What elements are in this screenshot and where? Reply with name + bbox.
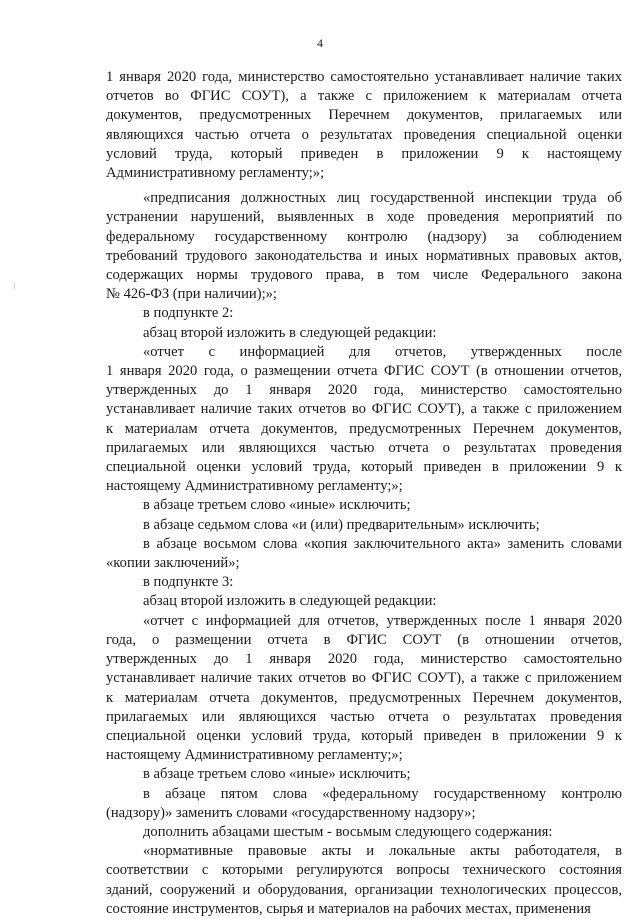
- text-line: «отчет с информацией для отчетов, утвержденных после 1 января 2020: [143, 612, 622, 629]
- text-line: в абзаце седьмом слова «и (или) предварительным» исключить;: [143, 516, 540, 533]
- text-line: «копии заключений»;: [106, 555, 240, 572]
- text-line: утвержденных до 1 января 2020 года, министерство самостоятельно: [106, 651, 622, 668]
- text-line: состояние инструментов, сырья и материалов на рабочих местах, применения: [106, 900, 591, 917]
- text-line: отчетов во ФГИС СОУТ), а также с приложением к материалам отчета: [106, 88, 622, 105]
- text-line: прилагаемых или являющихся частью отчета о результатах проведения: [106, 439, 622, 456]
- text-line: Административному регламенту;»;: [106, 165, 325, 182]
- text-line: «отчет с информацией для отчетов, утвержденных после: [143, 343, 622, 360]
- text-line: устранении нарушений, выявленных в ходе проведения мероприятий по: [106, 209, 622, 226]
- text-line: в абзаце пятом слова «федеральному государственному контролю: [143, 785, 622, 802]
- margin-mark: [14, 283, 15, 289]
- text-line: соответствии с которыми регулируются вопросы технического состояния: [106, 862, 622, 879]
- text-line: абзац второй изложить в следующей редакции:: [143, 593, 437, 610]
- text-line: года, о размещении отчета в ФГИС СОУТ (в отношении отчетов,: [106, 631, 622, 648]
- text-line: федеральному государственному контролю (надзору) за соблюдением: [106, 228, 622, 245]
- text-line: являющихся частью отчета о результатах проведения специальной оценки: [106, 126, 622, 143]
- page-number: 4: [317, 36, 323, 50]
- text-line: дополнить абзацами шестым - восьмым следующего содержания:: [143, 823, 553, 840]
- text-line: в абзаце третьем слово «иные» исключить;: [143, 497, 411, 514]
- text-line: зданий, сооружений и оборудования, организации технологических процессов,: [106, 881, 622, 898]
- text-line: настоящему Административному регламенту;»;: [106, 747, 403, 764]
- text-line: содержащих нормы трудового права, в том числе Федерального закона: [106, 267, 622, 284]
- text-line: устанавливает наличие таких отчетов во ФГИС СОУТ), а также с приложением: [106, 670, 622, 687]
- text-line: в подпункте 3:: [143, 574, 234, 591]
- text-line: к материалам отчета документов, предусмотренных Перечнем документов,: [106, 420, 622, 437]
- text-line: условий труда, который приведен в приложении 9 к настоящему: [106, 145, 622, 162]
- text-line: абзац второй изложить в следующей редакции:: [143, 324, 437, 341]
- text-line: 1 января 2020 года, о размещении отчета ФГИС СОУТ (в отношении отчетов,: [106, 363, 622, 380]
- text-line: 1 января 2020 года, министерство самостоятельно устанавливает наличие таких: [106, 69, 622, 85]
- text-line: «предписания должностных лиц государственной инспекции труда об: [143, 190, 622, 207]
- text-line: в абзаце третьем слово «иные» исключить;: [143, 766, 411, 783]
- text-line: документов, предусмотренных Перечнем документов, прилагаемых или: [106, 107, 622, 124]
- text-line: «нормативные правовые акты и локальные акты работодателя, в: [143, 843, 622, 860]
- text-line: утвержденных до 1 января 2020 года, министерство самостоятельно: [106, 382, 622, 399]
- text-line: специальной оценки условий труда, который приведен в приложении 9 к: [106, 727, 622, 744]
- document-body: [106, 68, 622, 919]
- text-line: прилагаемых или являющихся частью отчета о результатах проведения: [106, 708, 622, 725]
- text-line: устанавливает наличие таких отчетов во ФГИС СОУТ), а также с приложением: [106, 401, 622, 418]
- text-line: в абзаце восьмом слова «копия заключительного акта» заменить словами: [143, 535, 622, 552]
- text-line: в подпункте 2:: [143, 305, 234, 322]
- text-line: к материалам отчета документов, предусмотренных Перечнем документов,: [106, 689, 622, 706]
- text-line: № 426-ФЗ (при наличии);»;: [106, 286, 277, 303]
- text-line: требований трудового законодательства и иных нормативных правовых актов,: [106, 247, 622, 264]
- text-line: настоящему Административному регламенту;»;: [106, 478, 403, 495]
- text-line: (надзору)» заменить словами «государственному надзору»;: [106, 804, 476, 821]
- text-line: специальной оценки условий труда, который приведен в приложении 9 к: [106, 459, 622, 476]
